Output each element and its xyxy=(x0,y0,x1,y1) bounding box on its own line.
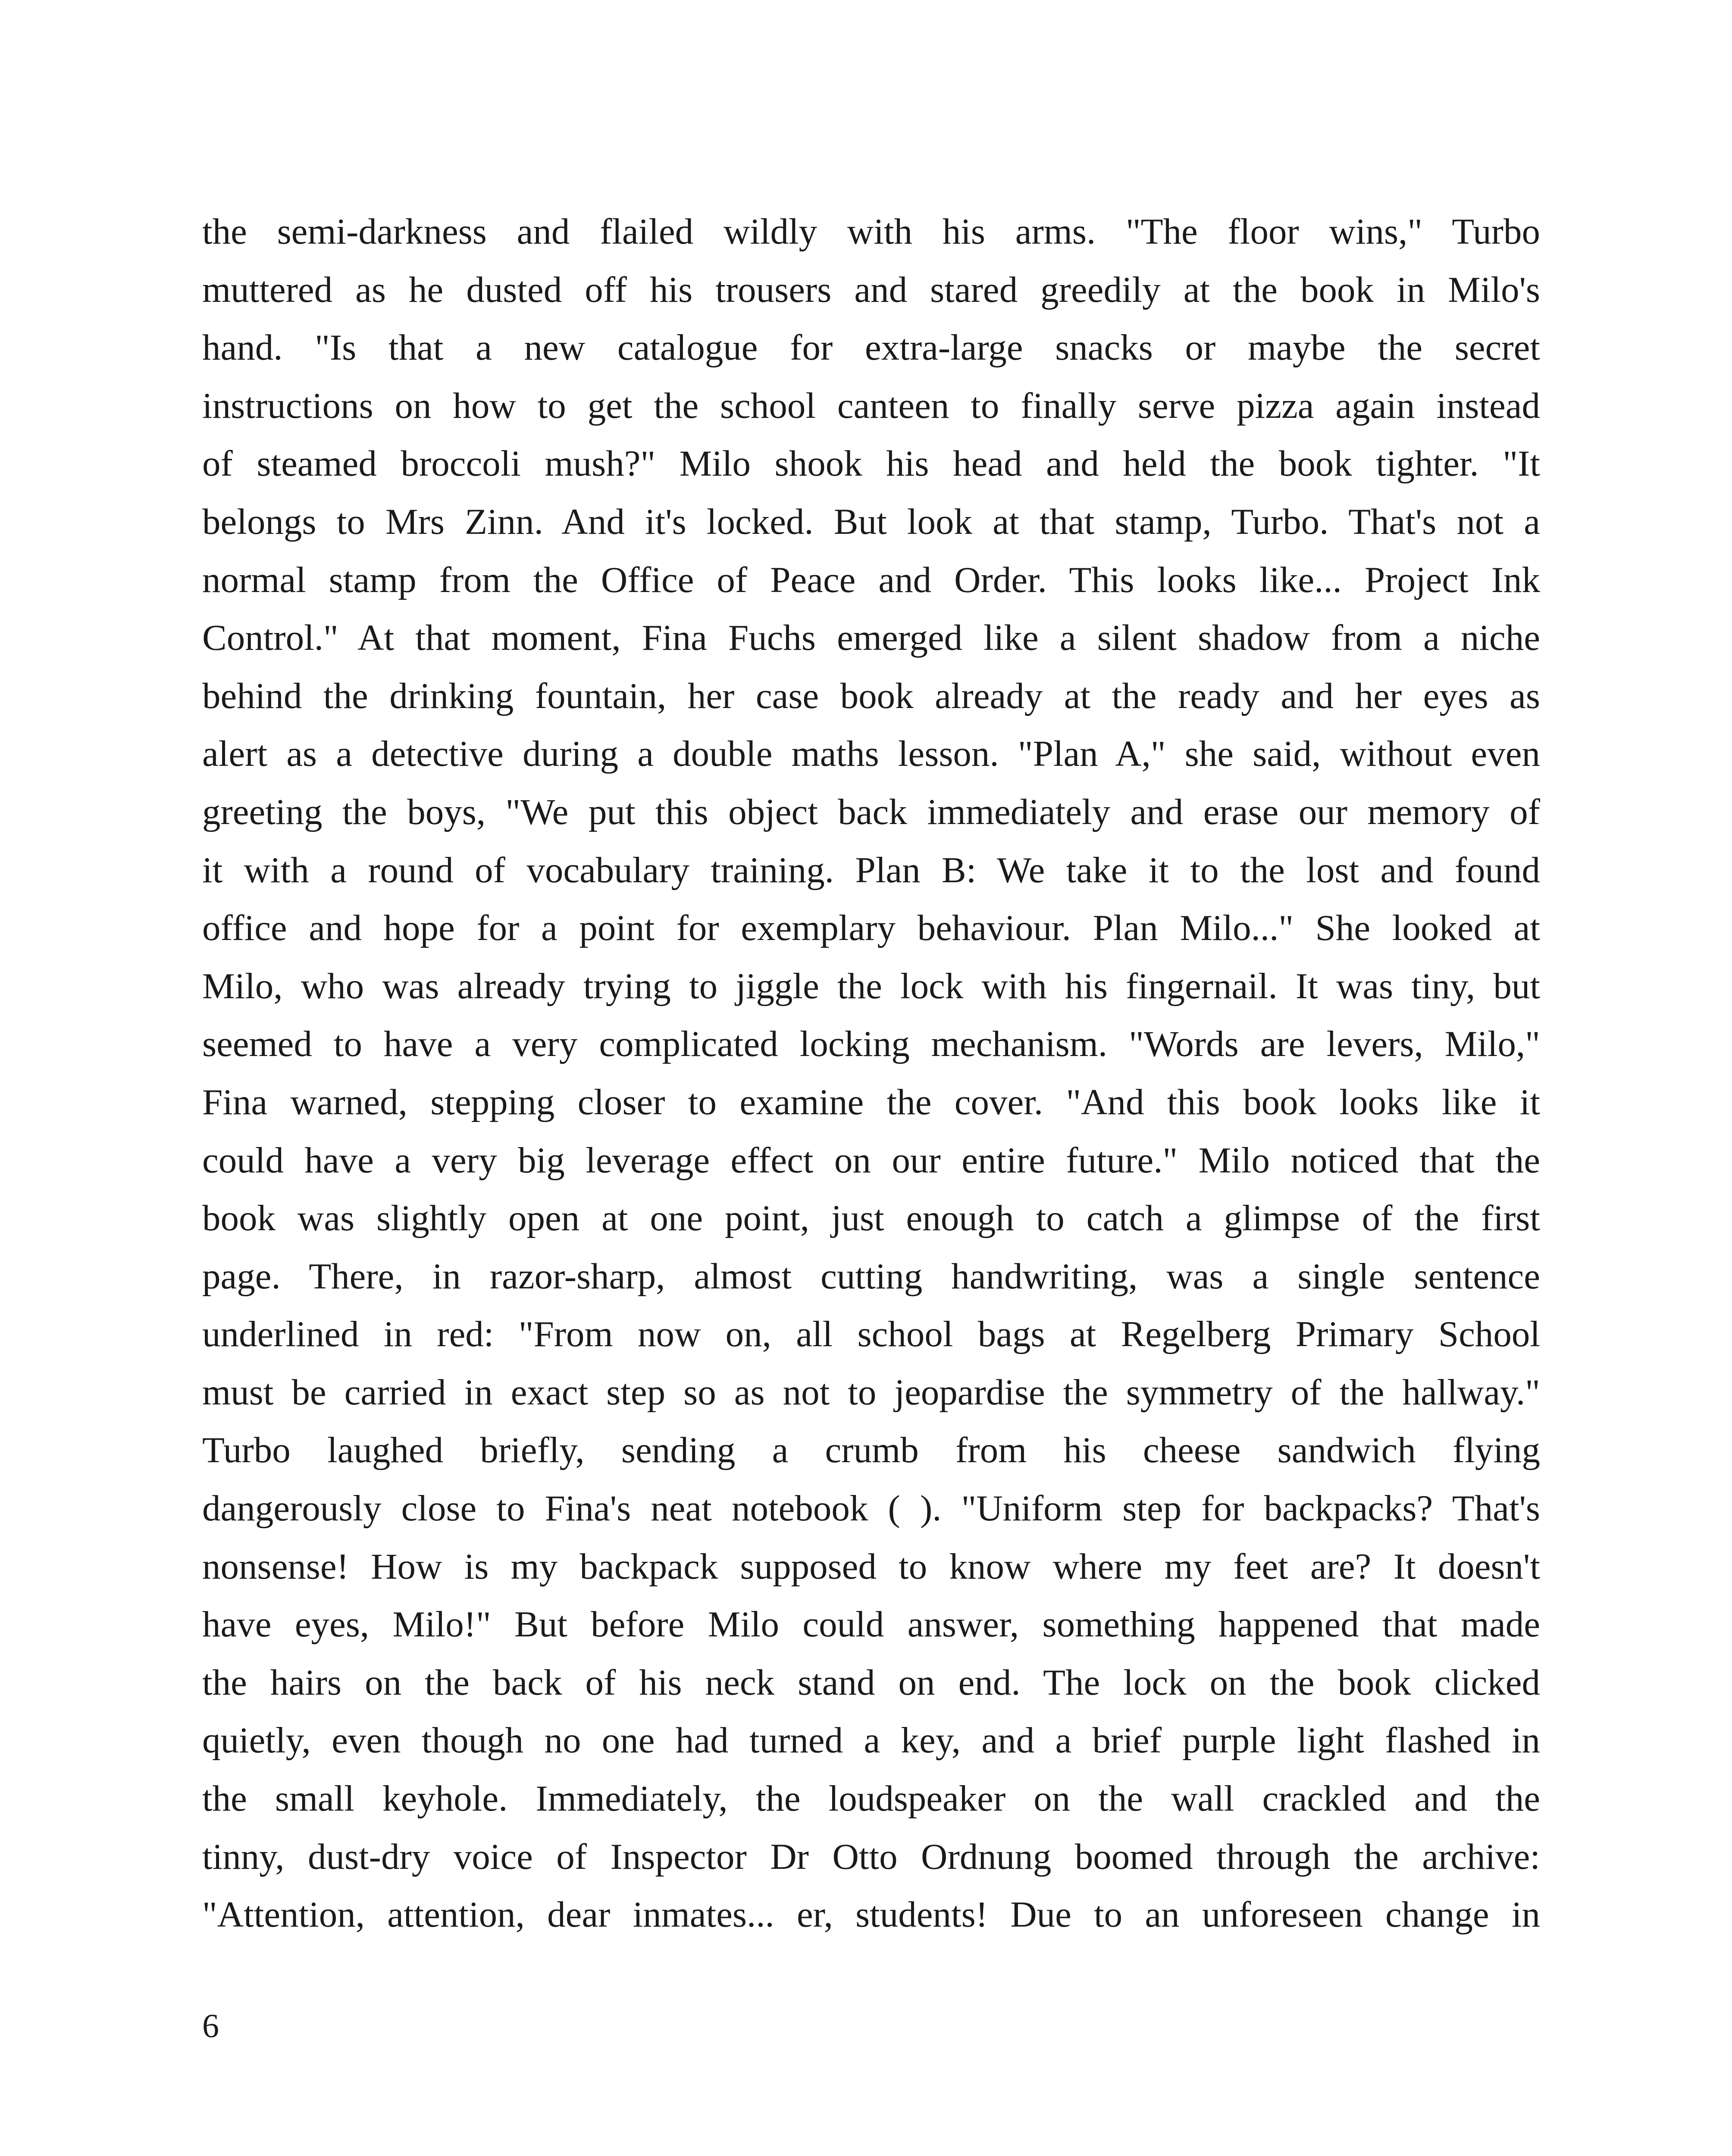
text-line: nonsense! How is my backpack supposed to know where my feet are? It doesn't xyxy=(202,1546,1540,1587)
text-line: the semi-darkness and flailed wildly with his arms. "The floor wins," Turbo xyxy=(202,211,1540,252)
text-line: Turbo laughed briefly, sending a crumb from his cheese sandwich flying xyxy=(202,1430,1540,1471)
body-text xyxy=(202,203,1540,1944)
text-line: normal stamp from the Office of Peace and Order. This looks like... Project Ink xyxy=(202,559,1540,600)
text-line: seemed to have a very complicated locking mechanism. "Words are levers, Milo," xyxy=(202,1024,1540,1065)
text-line: the small keyhole. Immediately, the loudspeaker on the wall crackled and the xyxy=(202,1778,1540,1819)
text-line: could have a very big leverage effect on our entire future." Milo noticed that the xyxy=(202,1140,1540,1181)
text-line: instructions on how to get the school canteen to finally serve pizza again instead xyxy=(202,385,1540,426)
text-line: belongs to Mrs Zinn. And it's locked. But look at that stamp, Turbo. That's not a xyxy=(202,501,1540,542)
page-number: 6 xyxy=(202,2007,219,2044)
text-line: quietly, even though no one had turned a key, and a brief purple light flashed in xyxy=(202,1720,1540,1761)
text-line: tinny, dust-dry voice of Inspector Dr Otto Ordnung boomed through the archive: xyxy=(202,1836,1540,1877)
text-line: underlined in red: "From now on, all school bags at Regelberg Primary School xyxy=(202,1314,1540,1355)
text-line: greeting the boys, "We put this object back immediately and erase our memory of xyxy=(202,791,1540,832)
text-line: alert as a detective during a double maths lesson. "Plan A," she said, without even xyxy=(202,733,1540,774)
text-line: Milo, who was already trying to jiggle the lock with his fingernail. It was tiny, but xyxy=(202,965,1540,1006)
text-line: "Attention, attention, dear inmates... er, students! Due to an unforeseen change in xyxy=(202,1894,1540,1935)
text-line: office and hope for a point for exemplary behaviour. Plan Milo..." She looked at xyxy=(202,908,1540,949)
text-line: must be carried in exact step so as not to jeopardise the symmetry of the hallway." xyxy=(202,1372,1540,1413)
text-line: have eyes, Milo!" But before Milo could answer, something happened that made xyxy=(202,1604,1540,1645)
text-line: Control." At that moment, Fina Fuchs emerged like a silent shadow from a niche xyxy=(202,617,1540,658)
text-line: of steamed broccoli mush?" Milo shook his head and held the book tighter. "It xyxy=(202,443,1540,484)
text-line: page. There, in razor-sharp, almost cutting handwriting, was a single sentence xyxy=(202,1256,1540,1297)
text-line: the hairs on the back of his neck stand on end. The lock on the book clicked xyxy=(202,1662,1540,1703)
text-line: dangerously close to Fina's neat notebook ( ). "Uniform step for backpacks? That's xyxy=(202,1488,1540,1529)
text-line: Fina warned, stepping closer to examine the cover. "And this book looks like it xyxy=(202,1081,1540,1122)
text-line: hand. "Is that a new catalogue for extra-large snacks or maybe the secret xyxy=(202,327,1540,368)
text-line: it with a round of vocabulary training. Plan B: We take it to the lost and found xyxy=(202,849,1540,890)
text-line: book was slightly open at one point, just enough to catch a glimpse of the first xyxy=(202,1198,1540,1239)
text-line: behind the drinking fountain, her case book already at the ready and her eyes as xyxy=(202,675,1540,716)
text-line: muttered as he dusted off his trousers and stared greedily at the book in Milo's xyxy=(202,269,1540,310)
